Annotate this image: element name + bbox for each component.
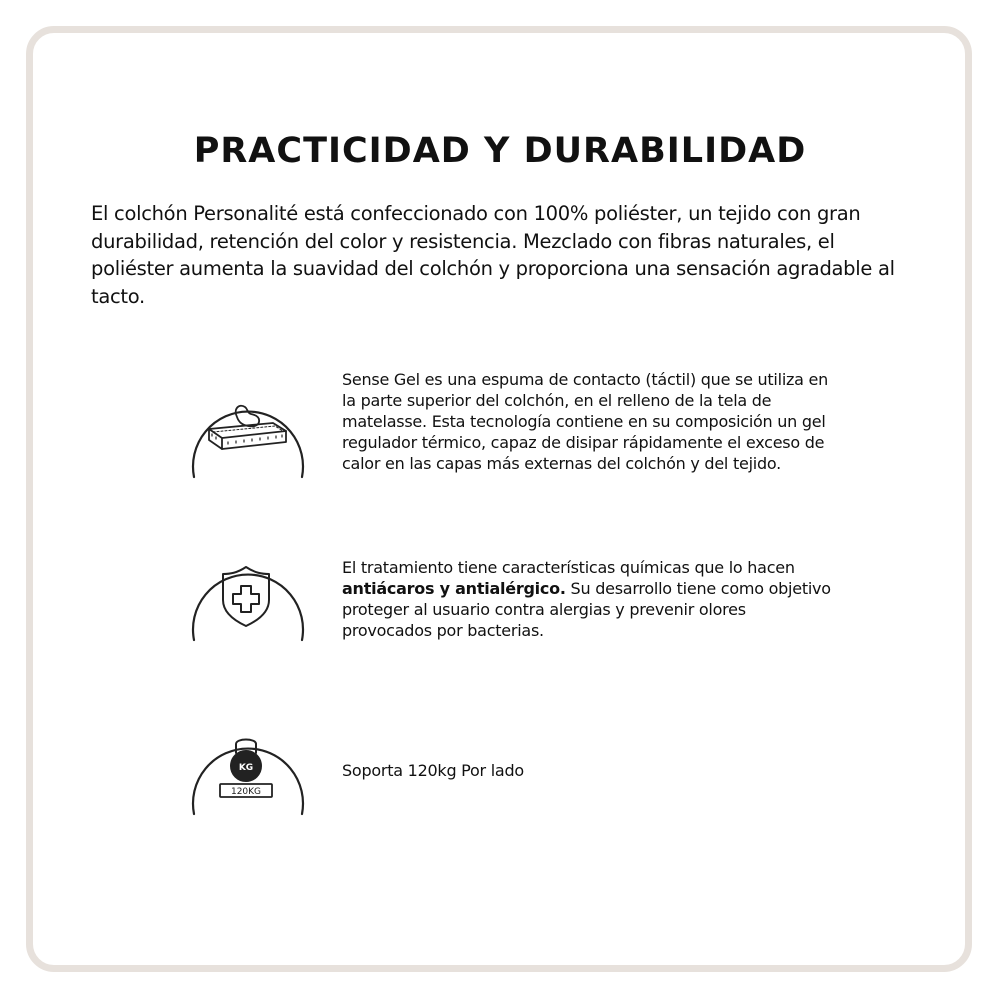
kettlebell-weight-icon [185, 708, 309, 832]
kettlebell-kg-label: KG [238, 763, 254, 773]
feature-treatment-description [342, 557, 832, 641]
feature-treatment-text-after: Su desarrollo tiene como objetivo proteger al usuario contra alergias y prevenir olores provocados por bacterias. [342, 579, 831, 640]
page-title: PRACTICIDAD Y DURABILIDAD [193, 131, 807, 171]
gel-mattress-icon [185, 371, 309, 495]
feature-treatment-text-before: El tratamiento tiene características químicas que lo hacen [342, 558, 795, 577]
intro-paragraph: El colchón Personalité está confeccionado con 100% poliéster, un tejido con gran durabilidad, retención del color y resistencia. Mezclado con fibras naturales, el poliéster aumenta la suavidad del colchón y proporciona una sensación agradable al tacto. [91, 202, 895, 308]
weight-plate-label: 120KG [230, 787, 262, 797]
shield-cross-icon [185, 534, 309, 658]
feature-treatment-text-bold: antiácaros y antialérgico. [342, 579, 566, 598]
feature-weight-description: Soporta 120kg Por lado [342, 761, 524, 780]
feature-gel-description: Sense Gel es una espuma de contacto (táctil) que se utiliza en la parte superior del colchón, en el relleno de la tela de matelasse. Esta tecnología contiene en su composición un gel regulador térmico, capaz de disipar rápidamente el exceso de calor en las capas más externas del colchón y del tejido. [342, 370, 829, 473]
